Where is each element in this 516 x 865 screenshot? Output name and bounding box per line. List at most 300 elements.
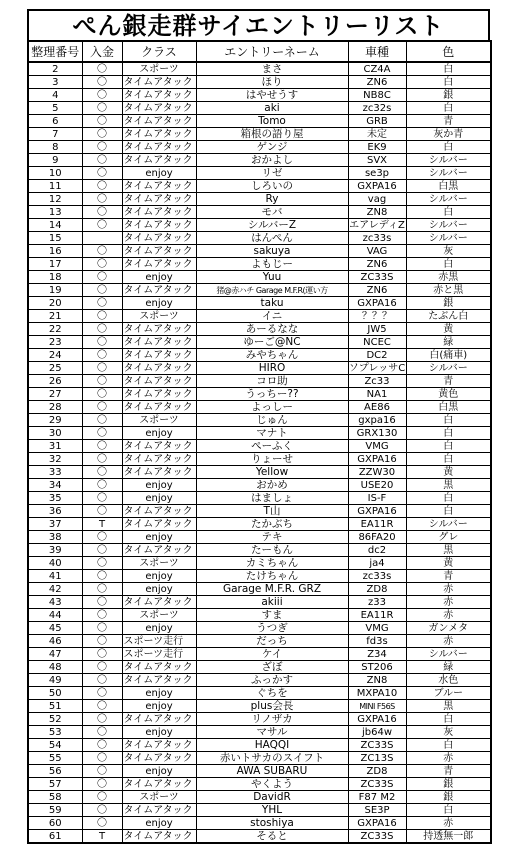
car-color: 赤と黒 bbox=[406, 284, 491, 297]
entry-class: enjoy bbox=[122, 427, 196, 440]
car-model: zc33s bbox=[348, 570, 406, 583]
entry-number: 53 bbox=[28, 726, 82, 739]
header-payment: 入金 bbox=[82, 41, 122, 62]
payment-status: 〇 bbox=[82, 583, 122, 596]
payment-status: 〇 bbox=[82, 713, 122, 726]
entry-name: ざぼ bbox=[196, 661, 348, 674]
table-row bbox=[28, 401, 491, 414]
table-row bbox=[28, 102, 491, 115]
entry-number: 45 bbox=[28, 622, 82, 635]
table-row bbox=[28, 583, 491, 596]
entry-class: タイムアタック bbox=[122, 466, 196, 479]
entry-class: タイムアタック bbox=[122, 830, 196, 844]
entry-name: リゼ bbox=[196, 167, 348, 180]
payment-status: 〇 bbox=[82, 596, 122, 609]
entry-class: スポーツ bbox=[122, 609, 196, 622]
table-row bbox=[28, 557, 491, 570]
payment-status: 〇 bbox=[82, 297, 122, 310]
car-model: GRB bbox=[348, 115, 406, 128]
payment-status: 〇 bbox=[82, 505, 122, 518]
car-model: ZN6 bbox=[348, 258, 406, 271]
table-row bbox=[28, 791, 491, 804]
car-color: 白 bbox=[406, 713, 491, 726]
payment-status: 〇 bbox=[82, 817, 122, 830]
table-row bbox=[28, 765, 491, 778]
table-row bbox=[28, 193, 491, 206]
payment-status: 〇 bbox=[82, 479, 122, 492]
entry-class: タイムアタック bbox=[122, 739, 196, 752]
car-color: 黒 bbox=[406, 544, 491, 557]
car-model: gxpa16 bbox=[348, 414, 406, 427]
table-row bbox=[28, 128, 491, 141]
car-color: 赤 bbox=[406, 635, 491, 648]
table-row bbox=[28, 609, 491, 622]
entry-number: 61 bbox=[28, 830, 82, 844]
entry-name: みやちゃん bbox=[196, 349, 348, 362]
entry-number: 54 bbox=[28, 739, 82, 752]
entry-name: だっち bbox=[196, 635, 348, 648]
car-model: Z34 bbox=[348, 648, 406, 661]
entry-name: たーもん bbox=[196, 544, 348, 557]
entry-name: シルバーZ bbox=[196, 219, 348, 232]
table-row bbox=[28, 726, 491, 739]
entry-class: タイムアタック bbox=[122, 661, 196, 674]
payment-status: 〇 bbox=[82, 76, 122, 89]
entry-number: 6 bbox=[28, 115, 82, 128]
table-row bbox=[28, 297, 491, 310]
car-color: 灰か青 bbox=[406, 128, 491, 141]
entry-class: タイムアタック bbox=[122, 752, 196, 765]
payment-status: 〇 bbox=[82, 622, 122, 635]
car-model: EA11R bbox=[348, 609, 406, 622]
entry-number: 34 bbox=[28, 479, 82, 492]
entry-class: タイムアタック bbox=[122, 180, 196, 193]
payment-status: 〇 bbox=[82, 102, 122, 115]
payment-status: 〇 bbox=[82, 752, 122, 765]
entry-class: タイムアタック bbox=[122, 778, 196, 791]
table-row bbox=[28, 570, 491, 583]
payment-status: 〇 bbox=[82, 778, 122, 791]
payment-status: 〇 bbox=[82, 440, 122, 453]
entry-class: タイムアタック bbox=[122, 596, 196, 609]
car-model: GXPA16 bbox=[348, 297, 406, 310]
entry-number: 52 bbox=[28, 713, 82, 726]
entry-name: じゅん bbox=[196, 414, 348, 427]
entry-name: T山 bbox=[196, 505, 348, 518]
table-row bbox=[28, 661, 491, 674]
entry-name: やくよう bbox=[196, 778, 348, 791]
entry-class: スポーツ走行 bbox=[122, 648, 196, 661]
entry-name: plus会長 bbox=[196, 700, 348, 713]
table-row bbox=[28, 492, 491, 505]
entry-class: enjoy bbox=[122, 167, 196, 180]
table-row bbox=[28, 531, 491, 544]
car-color: シルバー bbox=[406, 362, 491, 375]
payment-status: 〇 bbox=[82, 271, 122, 284]
entry-number: 26 bbox=[28, 375, 82, 388]
entry-class: タイムアタック bbox=[122, 375, 196, 388]
entry-number: 44 bbox=[28, 609, 82, 622]
car-color: 白 bbox=[406, 492, 491, 505]
header-number: 整理番号 bbox=[28, 41, 82, 62]
payment-status: 〇 bbox=[82, 375, 122, 388]
entry-class: タイムアタック bbox=[122, 258, 196, 271]
entry-number: 47 bbox=[28, 648, 82, 661]
payment-status: 〇 bbox=[82, 362, 122, 375]
car-color: 白黒 bbox=[406, 180, 491, 193]
table-row bbox=[28, 778, 491, 791]
payment-status: 〇 bbox=[82, 648, 122, 661]
entry-name: akiii bbox=[196, 596, 348, 609]
payment-status: 〇 bbox=[82, 531, 122, 544]
table-row bbox=[28, 180, 491, 193]
table-row bbox=[28, 219, 491, 232]
car-model: GXPA16 bbox=[348, 180, 406, 193]
entry-class: タイムアタック bbox=[122, 518, 196, 531]
entry-number: 18 bbox=[28, 271, 82, 284]
entry-number: 57 bbox=[28, 778, 82, 791]
payment-status: 〇 bbox=[82, 466, 122, 479]
entry-class: タイムアタック bbox=[122, 505, 196, 518]
table-row bbox=[28, 622, 491, 635]
car-color: 白 bbox=[406, 739, 491, 752]
payment-status: 〇 bbox=[82, 492, 122, 505]
car-color: ブルー bbox=[406, 687, 491, 700]
table-row bbox=[28, 479, 491, 492]
payment-status: 〇 bbox=[82, 739, 122, 752]
payment-status: 〇 bbox=[82, 609, 122, 622]
entry-class: タイムアタック bbox=[122, 232, 196, 245]
table-row bbox=[28, 310, 491, 323]
payment-status: 〇 bbox=[82, 726, 122, 739]
entry-class: スポーツ bbox=[122, 557, 196, 570]
car-model: NB8C bbox=[348, 89, 406, 102]
car-model: ZD8 bbox=[348, 583, 406, 596]
car-color: 銀 bbox=[406, 791, 491, 804]
car-model: ZN6 bbox=[348, 76, 406, 89]
entry-class: タイムアタック bbox=[122, 219, 196, 232]
entry-number: 30 bbox=[28, 427, 82, 440]
payment-status: 〇 bbox=[82, 310, 122, 323]
entry-class: タイムアタック bbox=[122, 89, 196, 102]
car-color: 赤 bbox=[406, 583, 491, 596]
payment-status: 〇 bbox=[82, 661, 122, 674]
entry-class: タイムアタック bbox=[122, 76, 196, 89]
entry-name: はましょ bbox=[196, 492, 348, 505]
entry-number: 37 bbox=[28, 518, 82, 531]
payment-status: 〇 bbox=[82, 635, 122, 648]
car-model: MINI F56S bbox=[348, 700, 406, 713]
car-color: 赤黒 bbox=[406, 271, 491, 284]
entry-number: 48 bbox=[28, 661, 82, 674]
entry-class: enjoy bbox=[122, 765, 196, 778]
car-color: 緑 bbox=[406, 661, 491, 674]
entry-number: 41 bbox=[28, 570, 82, 583]
car-model: Zc33 bbox=[348, 375, 406, 388]
car-model: zc33s bbox=[348, 232, 406, 245]
payment-status: 〇 bbox=[82, 557, 122, 570]
table-row bbox=[28, 76, 491, 89]
entry-name: すま bbox=[196, 609, 348, 622]
car-color: 銀 bbox=[406, 89, 491, 102]
car-color: 白 bbox=[406, 414, 491, 427]
car-color: 白 bbox=[406, 62, 491, 76]
entry-number: 8 bbox=[28, 141, 82, 154]
car-model: ZC33S bbox=[348, 271, 406, 284]
table-row bbox=[28, 349, 491, 362]
entry-name: おかよし bbox=[196, 154, 348, 167]
car-color: 銀 bbox=[406, 778, 491, 791]
entry-name: マナト bbox=[196, 427, 348, 440]
payment-status: 〇 bbox=[82, 388, 122, 401]
car-model: NA1 bbox=[348, 388, 406, 401]
entry-class: スポーツ bbox=[122, 414, 196, 427]
car-color: 黄 bbox=[406, 557, 491, 570]
entry-number: 42 bbox=[28, 583, 82, 596]
payment-status: 〇 bbox=[82, 544, 122, 557]
payment-status: 〇 bbox=[82, 245, 122, 258]
entry-name: DavidR bbox=[196, 791, 348, 804]
table-row bbox=[28, 453, 491, 466]
entry-class: タイムアタック bbox=[122, 128, 196, 141]
entry-class: タイムアタック bbox=[122, 115, 196, 128]
entry-number: 27 bbox=[28, 388, 82, 401]
entry-name: たけちゃん bbox=[196, 570, 348, 583]
car-model: VMG bbox=[348, 622, 406, 635]
entry-number: 20 bbox=[28, 297, 82, 310]
car-color: 赤 bbox=[406, 817, 491, 830]
payment-status: 〇 bbox=[82, 804, 122, 817]
car-color: 白 bbox=[406, 76, 491, 89]
entry-name: YHL bbox=[196, 804, 348, 817]
car-model: 未定 bbox=[348, 128, 406, 141]
sheet-title: ぺん銀走群サイエントリーリスト bbox=[27, 9, 490, 40]
car-color: 白黒 bbox=[406, 401, 491, 414]
entry-number: 40 bbox=[28, 557, 82, 570]
entry-number: 3 bbox=[28, 76, 82, 89]
car-model: ZN8 bbox=[348, 674, 406, 687]
payment-status: 〇 bbox=[82, 141, 122, 154]
entry-number: 55 bbox=[28, 752, 82, 765]
car-model: se3p bbox=[348, 167, 406, 180]
entry-class: enjoy bbox=[122, 687, 196, 700]
table-row bbox=[28, 700, 491, 713]
entry-class: enjoy bbox=[122, 297, 196, 310]
payment-status: 〇 bbox=[82, 336, 122, 349]
entry-name: はやせうす bbox=[196, 89, 348, 102]
car-model: ZC33S bbox=[348, 739, 406, 752]
entry-number: 32 bbox=[28, 453, 82, 466]
entry-class: タイムアタック bbox=[122, 102, 196, 115]
entry-name: しろいの bbox=[196, 180, 348, 193]
header-entry-name: エントリーネーム bbox=[196, 41, 348, 62]
entry-class: enjoy bbox=[122, 271, 196, 284]
entry-name: 猪@赤ハチ Garage M.F.R(運い方 bbox=[196, 284, 348, 297]
entry-name: あーるなな bbox=[196, 323, 348, 336]
entry-class: タイムアタック bbox=[122, 193, 196, 206]
car-model: EA11R bbox=[348, 518, 406, 531]
entry-class: enjoy bbox=[122, 583, 196, 596]
payment-status: 〇 bbox=[82, 193, 122, 206]
payment-status: 〇 bbox=[82, 258, 122, 271]
payment-status bbox=[82, 232, 122, 245]
payment-status: 〇 bbox=[82, 453, 122, 466]
entry-number: 22 bbox=[28, 323, 82, 336]
car-model: ？？？ bbox=[348, 310, 406, 323]
entry-class: タイムアタック bbox=[122, 284, 196, 297]
table-row bbox=[28, 167, 491, 180]
car-model: GRX130 bbox=[348, 427, 406, 440]
entry-number: 13 bbox=[28, 206, 82, 219]
payment-status: 〇 bbox=[82, 401, 122, 414]
table-row bbox=[28, 245, 491, 258]
car-model: jb64w bbox=[348, 726, 406, 739]
table-row bbox=[28, 687, 491, 700]
car-color: 黒 bbox=[406, 700, 491, 713]
table-row bbox=[28, 62, 491, 76]
car-color: シルバー bbox=[406, 154, 491, 167]
entry-number: 12 bbox=[28, 193, 82, 206]
entry-number: 10 bbox=[28, 167, 82, 180]
car-color: 青 bbox=[406, 115, 491, 128]
entry-name: 赤いトサカのスイフト bbox=[196, 752, 348, 765]
table-row bbox=[28, 414, 491, 427]
car-model: ZC33S bbox=[348, 830, 406, 844]
car-color: 白(痛車) bbox=[406, 349, 491, 362]
car-model: JW5 bbox=[348, 323, 406, 336]
car-model: ZZW30 bbox=[348, 466, 406, 479]
car-color: 緑 bbox=[406, 336, 491, 349]
car-color: シルバー bbox=[406, 648, 491, 661]
entry-name: ゆーご@NC bbox=[196, 336, 348, 349]
car-model: AE86 bbox=[348, 401, 406, 414]
car-model: EK9 bbox=[348, 141, 406, 154]
table-row bbox=[28, 739, 491, 752]
payment-status: 〇 bbox=[82, 687, 122, 700]
entry-class: タイムアタック bbox=[122, 141, 196, 154]
entry-name: まさ bbox=[196, 62, 348, 76]
entry-class: enjoy bbox=[122, 531, 196, 544]
table-row bbox=[28, 232, 491, 245]
car-model: GXPA16 bbox=[348, 817, 406, 830]
car-color: 白 bbox=[406, 206, 491, 219]
table-row bbox=[28, 427, 491, 440]
car-model: ZC33S bbox=[348, 778, 406, 791]
car-color: 赤 bbox=[406, 752, 491, 765]
car-color: シルバー bbox=[406, 193, 491, 206]
entry-class: タイムアタック bbox=[122, 440, 196, 453]
entry-name: sakuya bbox=[196, 245, 348, 258]
entry-name: Ry bbox=[196, 193, 348, 206]
payment-status: 〇 bbox=[82, 414, 122, 427]
payment-status: T bbox=[82, 518, 122, 531]
payment-status: 〇 bbox=[82, 700, 122, 713]
car-model: IS-F bbox=[348, 492, 406, 505]
entry-number: 39 bbox=[28, 544, 82, 557]
entry-number: 51 bbox=[28, 700, 82, 713]
entry-class: enjoy bbox=[122, 700, 196, 713]
entry-number: 17 bbox=[28, 258, 82, 271]
entry-number: 19 bbox=[28, 284, 82, 297]
entry-name: よもじー bbox=[196, 258, 348, 271]
car-color: 白 bbox=[406, 427, 491, 440]
car-model: GXPA16 bbox=[348, 713, 406, 726]
entry-number: 58 bbox=[28, 791, 82, 804]
entry-number: 23 bbox=[28, 336, 82, 349]
entry-name: Yellow bbox=[196, 466, 348, 479]
car-model: F87 M2 bbox=[348, 791, 406, 804]
table-row bbox=[28, 375, 491, 388]
entry-class: タイムアタック bbox=[122, 388, 196, 401]
entry-class: enjoy bbox=[122, 817, 196, 830]
car-model: ソプレッサC bbox=[348, 362, 406, 374]
table-row bbox=[28, 89, 491, 102]
entry-name: うっちー?? bbox=[196, 388, 348, 401]
payment-status: 〇 bbox=[82, 180, 122, 193]
entry-name: HAQQI bbox=[196, 739, 348, 752]
entry-class: タイムアタック bbox=[122, 804, 196, 817]
car-model: 86FA20 bbox=[348, 531, 406, 544]
entry-name: おかめ bbox=[196, 479, 348, 492]
entry-number: 2 bbox=[28, 62, 82, 76]
car-model: SE3P bbox=[348, 804, 406, 817]
car-color: 白 bbox=[406, 453, 491, 466]
entry-number: 59 bbox=[28, 804, 82, 817]
car-model: GXPA16 bbox=[348, 505, 406, 518]
car-color: 白 bbox=[406, 804, 491, 817]
entry-name: 箱根の語り屋 bbox=[196, 128, 348, 141]
entry-name: ぐちを bbox=[196, 687, 348, 700]
car-model: ZD8 bbox=[348, 765, 406, 778]
car-color: シルバー bbox=[406, 219, 491, 232]
table-row bbox=[28, 154, 491, 167]
entry-name: Yuu bbox=[196, 271, 348, 284]
table-row bbox=[28, 817, 491, 830]
entry-name: aki bbox=[196, 102, 348, 115]
payment-status: 〇 bbox=[82, 674, 122, 687]
payment-status: 〇 bbox=[82, 62, 122, 76]
entry-number: 60 bbox=[28, 817, 82, 830]
entry-name: ほり bbox=[196, 76, 348, 89]
car-model: USE20 bbox=[348, 479, 406, 492]
entry-class: enjoy bbox=[122, 726, 196, 739]
payment-status: 〇 bbox=[82, 128, 122, 141]
payment-status: 〇 bbox=[82, 167, 122, 180]
car-model: ZN8 bbox=[348, 206, 406, 219]
table-row bbox=[28, 336, 491, 349]
table-row bbox=[28, 505, 491, 518]
entry-class: スポーツ走行 bbox=[122, 635, 196, 648]
table-row bbox=[28, 141, 491, 154]
car-color: 黄色 bbox=[406, 388, 491, 401]
entry-list-sheet bbox=[27, 9, 490, 844]
entry-number: 46 bbox=[28, 635, 82, 648]
car-color: 持透無一郎 bbox=[406, 830, 491, 844]
car-color: 青 bbox=[406, 765, 491, 778]
entry-class: enjoy bbox=[122, 570, 196, 583]
car-color: シルバー bbox=[406, 518, 491, 531]
entry-name: taku bbox=[196, 297, 348, 310]
car-model: CZ4A bbox=[348, 62, 406, 76]
car-model: ZC13S bbox=[348, 752, 406, 765]
entry-number: 5 bbox=[28, 102, 82, 115]
entry-name: コロ助 bbox=[196, 375, 348, 388]
payment-status: 〇 bbox=[82, 115, 122, 128]
table-row bbox=[28, 648, 491, 661]
table-row bbox=[28, 596, 491, 609]
entry-class: enjoy bbox=[122, 479, 196, 492]
entry-rows bbox=[28, 62, 491, 843]
